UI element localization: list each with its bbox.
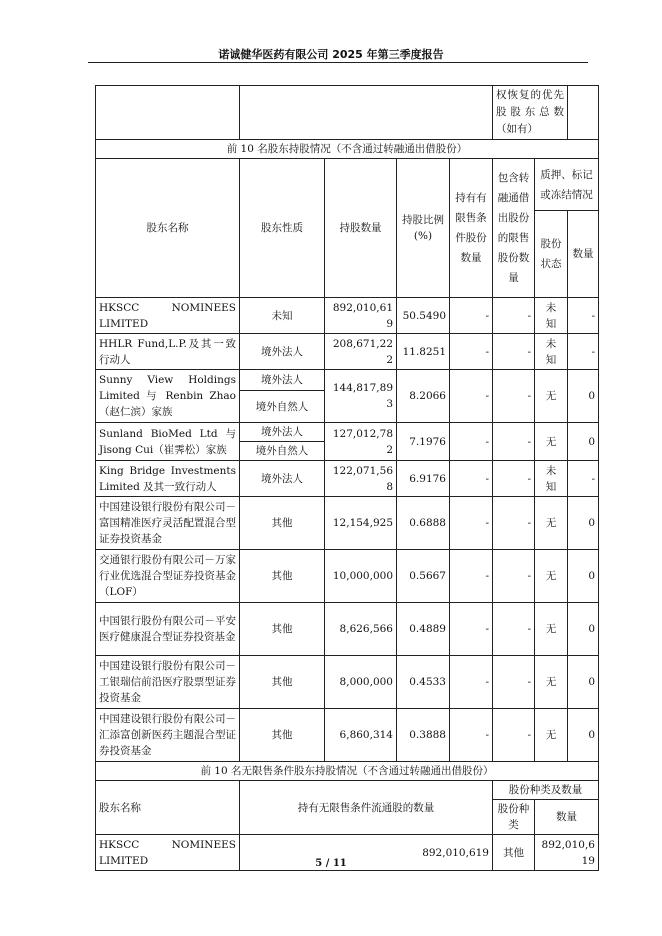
lent-restricted-shares: -: [493, 550, 535, 603]
pledge-status: 无: [535, 550, 568, 603]
shareholder-nature: 境外法人: [240, 423, 325, 442]
section2-title-row: [96, 762, 599, 781]
shareholder-name: 中国建设银行股份有限公司－汇添富创新医药主题混合型证券投资基金: [96, 709, 240, 762]
header-share-type: 股份种类: [493, 800, 535, 835]
pledge-quantity: 0: [568, 603, 599, 656]
share-type: 其他: [493, 835, 535, 871]
shareholder-nature: 境外法人: [240, 370, 325, 391]
restricted-shares: -: [450, 334, 493, 370]
pledge-quantity: 0: [568, 497, 599, 550]
pledge-status: 无: [535, 497, 568, 550]
shareholder-name: 中国建设银行股份有限公司－工银瑞信前沿医疗股票型证券投资基金: [96, 656, 240, 709]
section2-header-row: [96, 781, 599, 800]
restricted-shares: -: [450, 656, 493, 709]
shareholder-name: 中国建设银行股份有限公司－富国精准医疗灵活配置混合型证券投资基金: [96, 497, 240, 550]
restricted-shares: -: [450, 709, 493, 762]
page-header: 诺诚健华医药有限公司 2025 年第三季度报告: [218, 48, 444, 61]
shareholder-nature: 其他: [240, 709, 325, 762]
header-shareholder-name: 股东名称: [96, 781, 240, 835]
holding-ratio: 0.3888: [397, 709, 450, 762]
table-row: [96, 461, 599, 497]
lent-restricted-shares: -: [493, 461, 535, 497]
shareholder-name: 交通银行股份有限公司－万家行业优选混合型证券投资基金（LOF）: [96, 550, 240, 603]
shareholder-nature: 境外自然人: [240, 442, 325, 461]
table-row: [96, 550, 599, 603]
header-type-quantity: 数量: [535, 800, 599, 835]
shares-held: 12,154,925: [325, 497, 397, 550]
type-quantity: 892,010,619: [535, 835, 599, 871]
lent-restricted-shares: -: [493, 423, 535, 461]
empty-cell: [240, 86, 493, 140]
header-shareholder-nature: 股东性质: [240, 159, 325, 298]
holding-ratio: 0.4533: [397, 656, 450, 709]
table-row: [96, 334, 599, 370]
pledge-quantity: -: [568, 334, 599, 370]
section1-header-row: [96, 159, 599, 211]
header-shareholder-name: 股东名称: [96, 159, 240, 298]
header-shares-held: 持股数量: [325, 159, 397, 298]
holding-ratio: 0.4889: [397, 603, 450, 656]
holding-ratio: 11.8251: [397, 334, 450, 370]
shareholder-name: Sunny View Holdings Limited 与 Renbin Zhao（赵仁滨）家族: [96, 370, 240, 423]
pledge-status: 无: [535, 423, 568, 461]
shareholder-name: HKSCC NOMINEES LIMITED: [96, 298, 240, 334]
section1-title: 前 10 名股东持股情况（不含通过转融通出借股份）: [96, 140, 599, 159]
shareholder-nature: 境外法人: [240, 461, 325, 497]
header-lent-restricted-shares: 包含转融通借出股份的限售股份数量: [493, 159, 535, 298]
empty-cell: [96, 86, 240, 140]
shareholder-name: 中国银行股份有限公司－平安医疗健康混合型证券投资基金: [96, 603, 240, 656]
restricted-shares: -: [450, 461, 493, 497]
pledge-quantity: 0: [568, 370, 599, 423]
holding-ratio: 0.6888: [397, 497, 450, 550]
pledge-quantity: 0: [568, 656, 599, 709]
pledge-status: 未知: [535, 461, 568, 497]
shares-held: 6,860,314: [325, 709, 397, 762]
shareholder-nature: 其他: [240, 550, 325, 603]
holding-ratio: 6.9176: [397, 461, 450, 497]
shareholder-name: Sunland BioMed Ltd 与 Jisong Cui（崔霁松）家族: [96, 423, 240, 461]
lent-restricted-shares: -: [493, 656, 535, 709]
preferred-shareholders-label: 权恢复的优先股股东总数（如有）: [493, 86, 568, 140]
lent-restricted-shares: -: [493, 334, 535, 370]
restricted-shares: -: [450, 497, 493, 550]
shares-held: 10,000,000: [325, 550, 397, 603]
shareholder-nature: 其他: [240, 656, 325, 709]
shareholder-name: HHLR Fund,L.P.及其一致行动人: [96, 334, 240, 370]
shares-held: 8,626,566: [325, 603, 397, 656]
lent-restricted-shares: -: [493, 370, 535, 423]
table-row: [96, 656, 599, 709]
shareholder-nature: 其他: [240, 497, 325, 550]
empty-cell: [568, 86, 599, 140]
shares-held: 892,010,619: [325, 298, 397, 334]
lent-restricted-shares: -: [493, 603, 535, 656]
shareholder-nature: 境外自然人: [240, 391, 325, 423]
shares-held: 8,000,000: [325, 656, 397, 709]
top-fragment-row: [96, 86, 599, 140]
pledge-status: 未知: [535, 298, 568, 334]
pledge-status: 无: [535, 603, 568, 656]
pledge-status: 未知: [535, 334, 568, 370]
table-row: [96, 370, 599, 391]
header-restricted-shares: 持有有限售条件股份数量: [450, 159, 493, 298]
shares-held: 127,012,782: [325, 423, 397, 461]
holding-ratio: 0.5667: [397, 550, 450, 603]
page-number: 5 / 11: [315, 858, 347, 869]
holding-ratio: 7.1976: [397, 423, 450, 461]
lent-restricted-shares: -: [493, 298, 535, 334]
header-holding-ratio: 持股比例(%): [397, 159, 450, 298]
holding-ratio: 8.2066: [397, 370, 450, 423]
shareholders-table: [95, 85, 599, 871]
restricted-shares: -: [450, 423, 493, 461]
lent-restricted-shares: -: [493, 709, 535, 762]
shareholder-nature: 其他: [240, 603, 325, 656]
table-row: [96, 709, 599, 762]
shareholder-nature: 境外法人: [240, 334, 325, 370]
pledge-quantity: 0: [568, 709, 599, 762]
pledge-quantity: 0: [568, 550, 599, 603]
header-pledge-group: 质押、标记或冻结情况: [535, 159, 599, 211]
pledge-status: 无: [535, 656, 568, 709]
table-row: [96, 497, 599, 550]
section2-title: 前 10 名无限售条件股东持股情况（不含通过转融通出借股份）: [96, 762, 599, 781]
restricted-shares: -: [450, 550, 493, 603]
table-row: [96, 298, 599, 334]
pledge-status: 无: [535, 709, 568, 762]
holding-ratio: 50.5490: [397, 298, 450, 334]
header-unrestricted-holding: 持有无限售条件流通股的数量: [240, 781, 493, 835]
header-type-group: 股份种类及数量: [493, 781, 599, 800]
pledge-quantity: 0: [568, 423, 599, 461]
header-rule: [88, 62, 588, 63]
restricted-shares: -: [450, 603, 493, 656]
unrestricted-holding: 892,010,619: [240, 835, 493, 871]
header-pledge-quantity: 数量: [568, 211, 599, 298]
table-row: [96, 423, 599, 442]
restricted-shares: -: [450, 298, 493, 334]
header-pledge-status: 股份状态: [535, 211, 568, 298]
table-row: [96, 603, 599, 656]
shareholder-name: HKSCC NOMINEES LIMITED: [96, 835, 240, 871]
shares-held: 122,071,568: [325, 461, 397, 497]
section1-title-row: [96, 140, 599, 159]
restricted-shares: -: [450, 370, 493, 423]
shares-held: 144,817,893: [325, 370, 397, 423]
shareholder-name: King Bridge Investments Limited 及其一致行动人: [96, 461, 240, 497]
pledge-status: 无: [535, 370, 568, 423]
lent-restricted-shares: -: [493, 497, 535, 550]
pledge-quantity: -: [568, 461, 599, 497]
pledge-quantity: -: [568, 298, 599, 334]
shareholder-nature: 未知: [240, 298, 325, 334]
shares-held: 208,671,222: [325, 334, 397, 370]
